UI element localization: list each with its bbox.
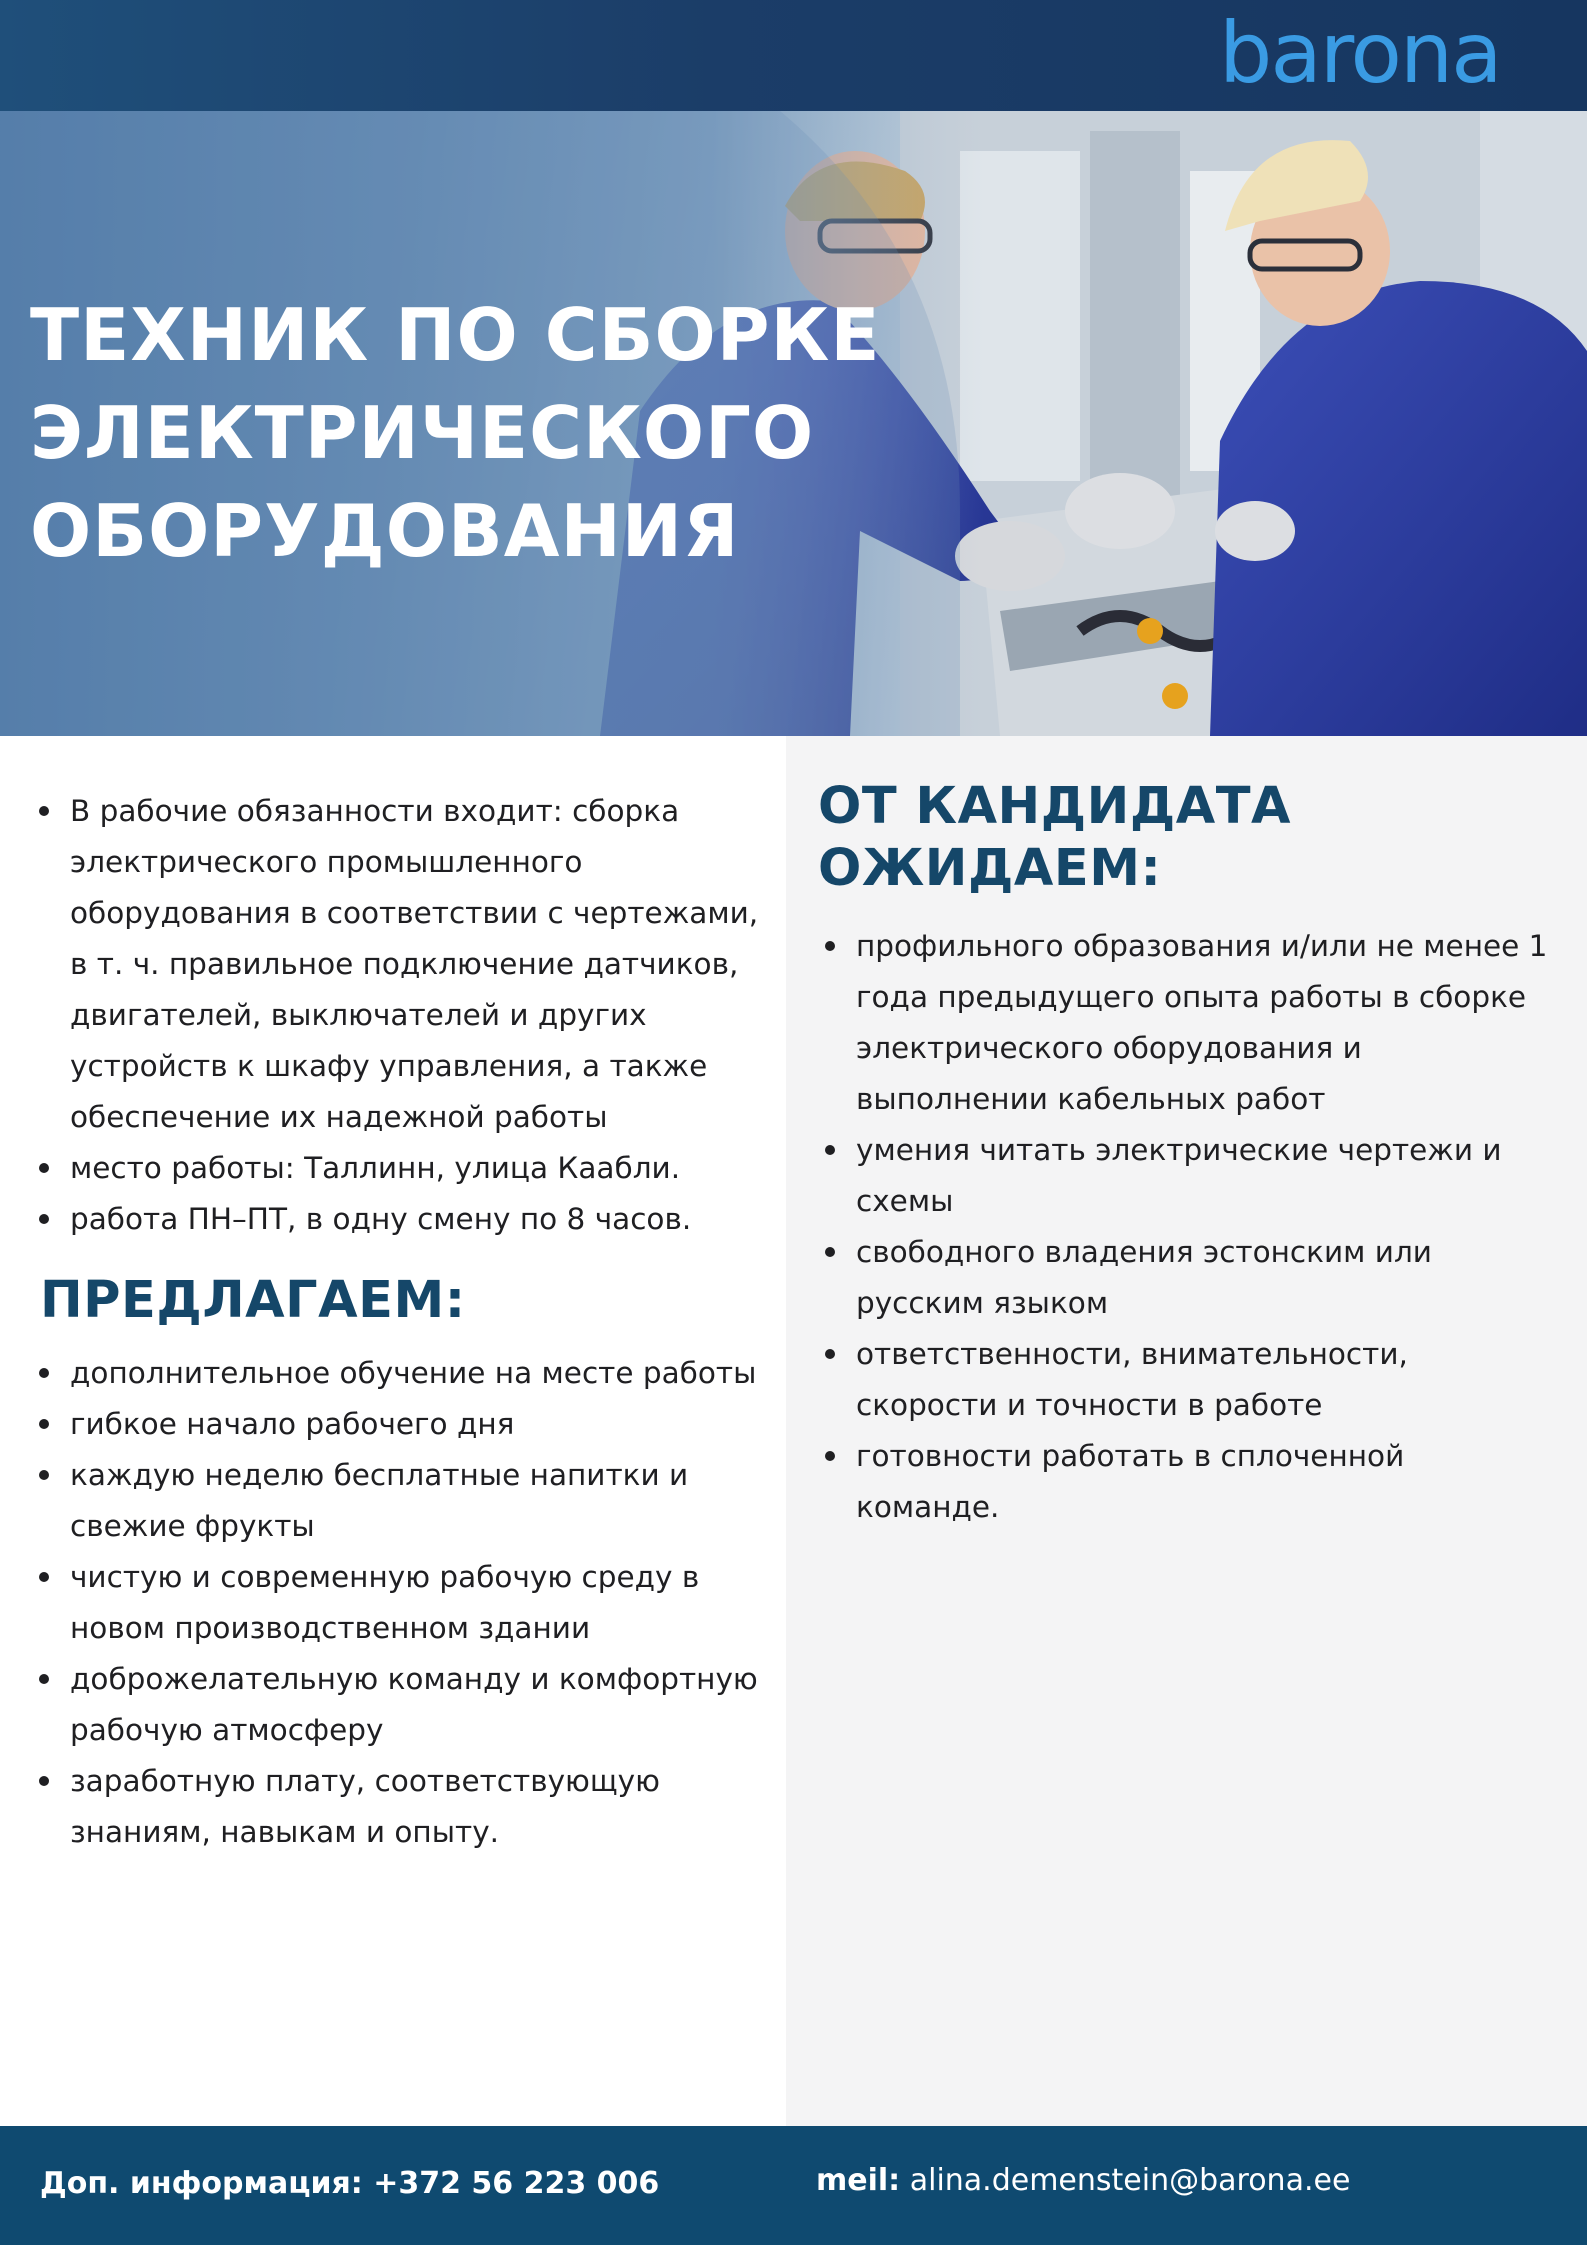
list-item: гибкое начало рабочего дня (30, 1399, 770, 1450)
requirements-heading-line: ОТ КАНДИДАТА (818, 777, 1291, 836)
email-address: alina.demenstein@barona.ee (909, 2163, 1351, 2198)
list-item: умения читать электрические чертежи и схемы (816, 1125, 1556, 1227)
list-item: чистую и современную рабочую среду в новом производственном здании (30, 1552, 770, 1654)
header-bar (0, 0, 1587, 111)
hero-banner (0, 111, 1587, 736)
duties-list (30, 786, 770, 1245)
requirements-heading-line: ОЖИДАЕМ: (818, 839, 1162, 898)
list-item: работа ПН–ПТ, в одну смену по 8 часов. (30, 1194, 770, 1245)
list-item: готовности работать в сплоченной команде. (816, 1431, 1556, 1533)
requirements-heading (818, 776, 1291, 900)
contact-phone: Доп. информация: +372 56 223 006 (40, 2166, 660, 2201)
job-title-line: ОБОРУДОВАНИЯ (30, 489, 740, 573)
job-title-line: ТЕХНИК ПО СБОРКЕ (30, 293, 881, 377)
offer-heading: ПРЕДЛАГАЕМ: (40, 1271, 466, 1330)
list-item: место работы: Таллинн, улица Каабли. (30, 1143, 770, 1194)
list-item: ответственности, внимательности, скорости и точности в работе (816, 1329, 1556, 1431)
offer-list (30, 1348, 770, 1858)
job-title-line: ЭЛЕКТРИЧЕСКОГО (30, 391, 815, 475)
list-item: профильного образования и/или не менее 1 года предыдущего опыта работы в сборке электрического оборудования и выполнении кабельных работ (816, 921, 1556, 1125)
right-column (786, 736, 1587, 2126)
list-item: доброжелательную команду и комфортную рабочую атмосферу (30, 1654, 770, 1756)
email-label: meil: (816, 2163, 901, 2198)
contact-email (816, 2163, 1350, 2198)
barona-logo (1219, 10, 1529, 100)
left-column (0, 736, 786, 2126)
footer-bar (0, 2126, 1587, 2245)
list-item: заработную плату, соответствующую знаниям, навыкам и опыту. (30, 1756, 770, 1858)
list-item: В рабочие обязанности входит: сборка электрического промышленного оборудования в соответствии с чертежами, в т. ч. правильное подключение датчиков, двигателей, выключателей и других устройств к шкафу управления, а также обеспечение их надежной работы (30, 786, 770, 1143)
list-item: каждую неделю бесплатные напитки и свежие фрукты (30, 1450, 770, 1552)
job-title (30, 286, 930, 580)
list-item: дополнительное обучение на месте работы (30, 1348, 770, 1399)
list-item: свободного владения эстонским или русским языком (816, 1227, 1556, 1329)
svg-text:barona: barona (1219, 10, 1501, 100)
requirements-list (816, 921, 1556, 1533)
